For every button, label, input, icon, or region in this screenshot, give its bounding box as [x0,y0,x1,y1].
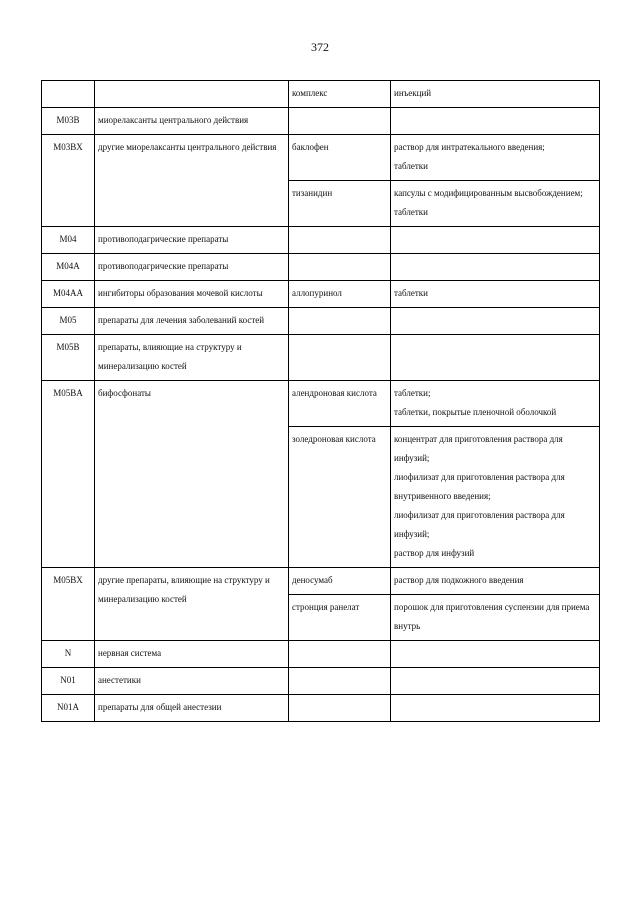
dosage-form: раствор для подкожного введения [394,575,524,585]
dosage-forms-cell [391,308,600,335]
drug-name-cell [289,381,391,427]
dosage-forms-cell [391,568,600,595]
atc-code-cell: N01A [42,695,95,722]
table-row [42,308,600,335]
drug-name: баклофен [292,142,329,152]
drug-name: деносумаб [292,575,333,585]
dosage-form: таблетки [394,207,429,217]
atc-code-cell: M03BX [42,135,95,227]
atc-code-cell: M04 [42,227,95,254]
atc-code-cell: M05BA [42,381,95,568]
atc-group-cell: миорелаксанты центрального действия [95,108,289,135]
dosage-forms-cell [391,595,600,641]
table-row [42,227,600,254]
drug-name-cell [289,181,391,227]
atc-code-cell: M04A [42,254,95,281]
atc-group-cell: ингибиторы образования мочевой кислоты [95,281,289,308]
table-row [42,254,600,281]
dosage-form: лиофилизат для приготовления раствора для внутривенного введения; [394,472,565,501]
atc-group-cell: бифосфонаты [95,381,289,568]
dosage-form: лиофилизат для приготовления раствора для инфузий; [394,510,565,539]
table-row [42,695,600,722]
dosage-form: порошок для приготовления суспензии для приема внутрь [394,602,590,631]
dosage-form: таблетки; [394,388,431,398]
drug-name: алендроновая кислота [292,388,377,398]
drug-name-cell [289,281,391,308]
atc-code-cell: M05BX [42,568,95,641]
atc-group-cell [95,81,289,108]
dosage-form: концентрат для приготовления раствора для инфузий; [394,434,563,463]
dosage-forms-cell [391,227,600,254]
drug-name-cell [289,427,391,568]
table-row [42,81,600,108]
atc-code-cell: M05B [42,335,95,381]
table-row [42,381,600,427]
drug-name: золедроновая кислота [292,434,376,444]
drug-name-cell [289,335,391,381]
atc-group-cell: другие препараты, влияющие на структуру и минерализацию костей [95,568,289,641]
dosage-forms-cell [391,427,600,568]
dosage-forms-cell [391,641,600,668]
dosage-forms-cell [391,181,600,227]
atc-group-cell: нервная система [95,641,289,668]
table-row [42,281,600,308]
drug-name: стронция ранелат [292,602,360,612]
drug-name-cell [289,695,391,722]
dosage-form: таблетки, покрытые пленочной оболочкой [394,407,557,417]
atc-code-cell [42,81,95,108]
drug-name-cell [289,135,391,181]
drug-name-cell [289,108,391,135]
dosage-forms-cell [391,108,600,135]
dosage-form: таблетки [394,288,429,298]
atc-group-cell: препараты для общей анестезии [95,695,289,722]
atc-group-cell: другие миорелаксанты центрального действия [95,135,289,227]
medication-table [41,80,600,722]
drug-name: тизанидин [292,188,333,198]
atc-code-cell: M03B [42,108,95,135]
dosage-forms-cell [391,281,600,308]
table-row [42,641,600,668]
page-number: 372 [311,40,329,54]
atc-group-cell: противоподагрические препараты [95,254,289,281]
table-row [42,568,600,595]
dosage-forms-cell [391,81,600,108]
dosage-forms-cell [391,135,600,181]
dosage-form: инъекций [394,88,432,98]
dosage-form: капсулы с модифицированным высвобождением; [394,188,583,198]
drug-name-cell [289,227,391,254]
table-row [42,135,600,181]
dosage-form: раствор для интратекального введения; [394,142,545,152]
table-row [42,335,600,381]
drug-name-cell [289,81,391,108]
table-row [42,668,600,695]
atc-code-cell: N [42,641,95,668]
dosage-form: раствор для инфузий [394,548,475,558]
drug-name: аллопуринол [292,288,342,298]
dosage-forms-cell [391,254,600,281]
dosage-form: таблетки [394,161,429,171]
drug-name-cell [289,668,391,695]
atc-code-cell: M05 [42,308,95,335]
drug-name-cell [289,254,391,281]
drug-name-cell [289,641,391,668]
atc-group-cell: противоподагрические препараты [95,227,289,254]
atc-group-cell: препараты для лечения заболеваний костей [95,308,289,335]
atc-code-cell: M04AA [42,281,95,308]
drug-name-cell [289,568,391,595]
drug-name: комплекс [292,88,328,98]
dosage-forms-cell [391,695,600,722]
atc-code-cell: N01 [42,668,95,695]
atc-group-cell: анестетики [95,668,289,695]
dosage-forms-cell [391,381,600,427]
drug-name-cell [289,308,391,335]
dosage-forms-cell [391,335,600,381]
atc-group-cell: препараты, влияющие на структуру и минерализацию костей [95,335,289,381]
drug-name-cell [289,595,391,641]
table-row [42,108,600,135]
dosage-forms-cell [391,668,600,695]
